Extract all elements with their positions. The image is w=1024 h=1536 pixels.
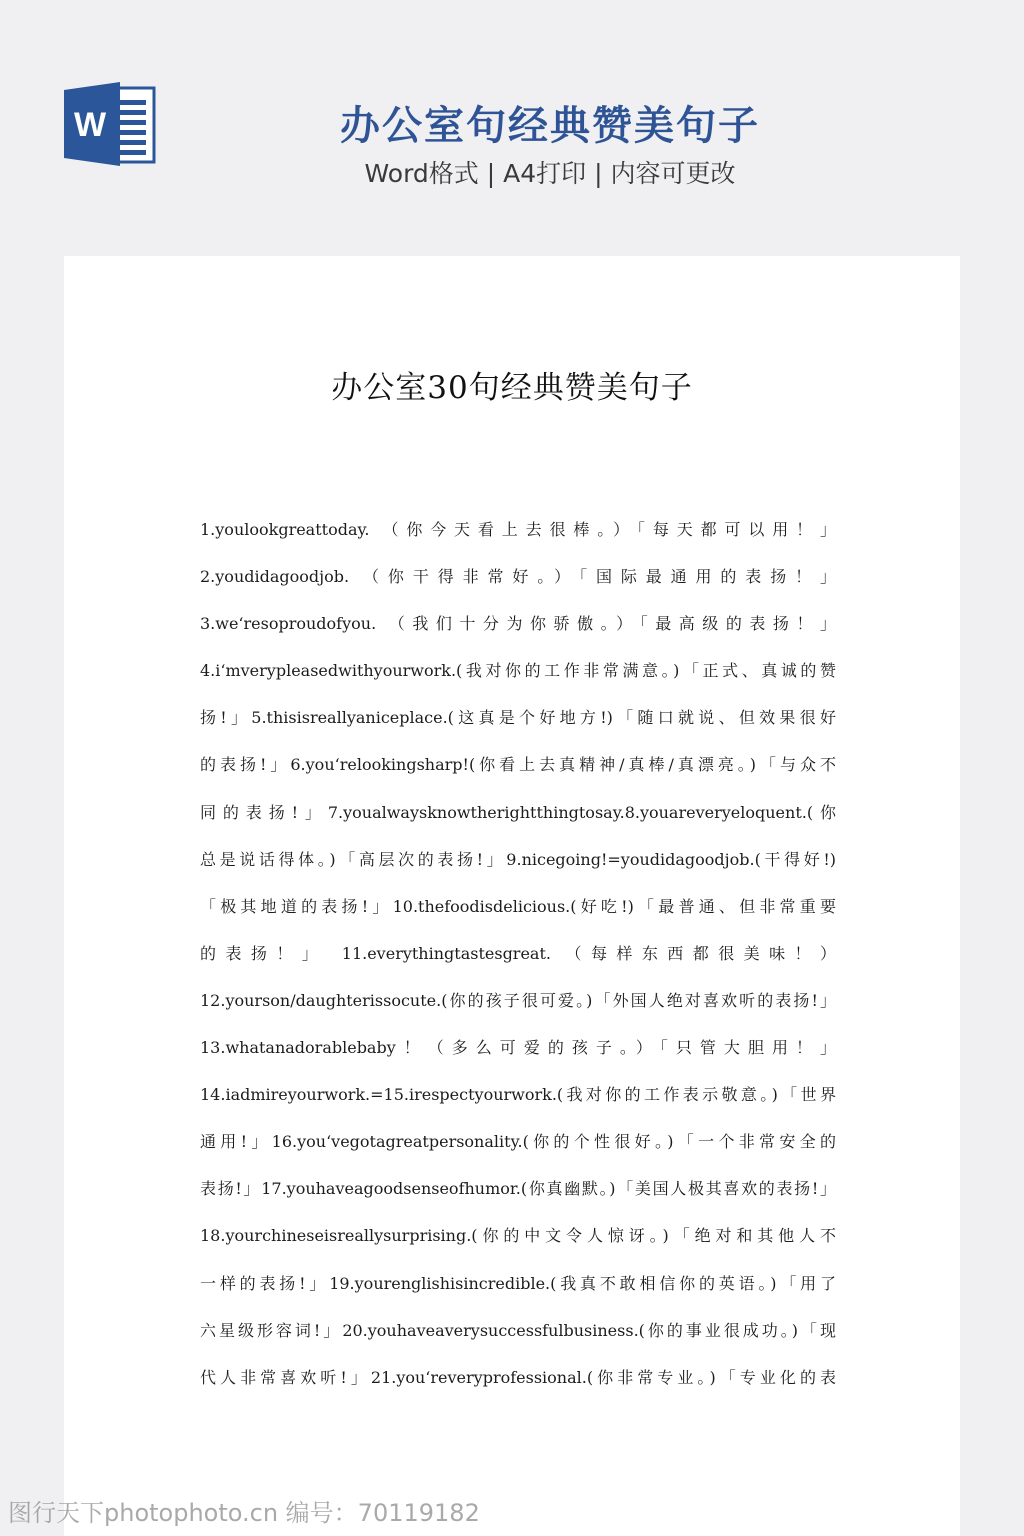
document-page <box>64 256 960 1536</box>
text-line: 18.yourchineseisreallysurprising.(你的中文令人惊讶。)「绝对和其他人不 <box>200 1226 836 1246</box>
text-line: 扬!」5.thisisreallyaniceplace.(这真是个好地方!)「随口就说、但效果很好 <box>200 708 836 728</box>
word-doc-icon <box>64 82 156 166</box>
text-line: 总是说话得体。)「高层次的表扬!」9.nicegoing!=youdidagoodjob.(干得好!) <box>200 849 836 869</box>
text-line: 1.youlookgreattoday. （你今天看上去很棒。）「每天都可以用！」 <box>200 520 836 539</box>
header-banner <box>0 0 1024 256</box>
text-line: 2.youdidagoodjob. （你干得非常好。）「国际最通用的表扬！」 <box>200 567 836 587</box>
text-line: 通用!」16.you‘vegotagreatpersonality.(你的个性很好。)「一个非常安全的 <box>200 1132 836 1152</box>
text-line: 的表扬！」 11.everythingtastesgreat. （每样东西都很美味！） <box>200 943 836 963</box>
text-line: 同的表扬!」7.youalwaysknowtherightthingtosay.8.youareveryeloquent.(你 <box>200 802 836 822</box>
text-line: 代人非常喜欢听!」21.you‘reveryprofessional.(你非常专业。)「专业化的表 <box>200 1367 836 1387</box>
text-line: 六星级形容词!」20.youhaveaverysuccessfulbusiness.(你的事业很成功。)「现 <box>200 1320 836 1340</box>
text-line: 的表扬!」6.you‘relookingsharp!(你看上去真精神/真棒/真漂亮。)「与众不 <box>200 755 836 775</box>
page-title: 办公室句经典赞美句子 <box>340 103 760 149</box>
document-body <box>200 506 836 1401</box>
text-line: 一样的表扬!」19.yourenglishisincredible.(我真不敢相信你的英语。)「用了 <box>200 1273 836 1293</box>
text-line: 14.iadmireyourwork.=15.irespectyourwork.(我对你的工作表示敬意。)「世界 <box>200 1085 836 1105</box>
text-line: 表扬!」17.youhaveagoodsenseofhumor.(你真幽默。)「美国人极其喜欢的表扬!」 <box>200 1179 836 1199</box>
text-line: 3.we‘resoproudofyou. （我们十分为你骄傲。）「最高级的表扬！」 <box>200 614 836 634</box>
watermark: 图行天下photophoto.cn 编号：70119182 <box>8 1499 480 1527</box>
document-title: 办公室30句经典赞美句子 <box>331 370 693 406</box>
page-subtitle: Word格式 | A4打印 | 内容可更改 <box>364 159 736 188</box>
text-line: 4.i‘mverypleasedwithyourwork.(我对你的工作非常满意。)「正式、真诚的赞 <box>200 661 836 681</box>
icon-letter: W <box>73 106 107 144</box>
text-line: 「极其地道的表扬!」10.thefoodisdelicious.(好吃!)「最普通、但非常重要 <box>200 896 836 916</box>
text-line: 12.yourson/daughterissocute.(你的孩子很可爱。)「外国人绝对喜欢听的表扬!」 <box>200 990 836 1010</box>
text-line: 13.whatanadorablebaby！（多么可爱的孩子。）「只管大胆用！」 <box>200 1038 836 1058</box>
